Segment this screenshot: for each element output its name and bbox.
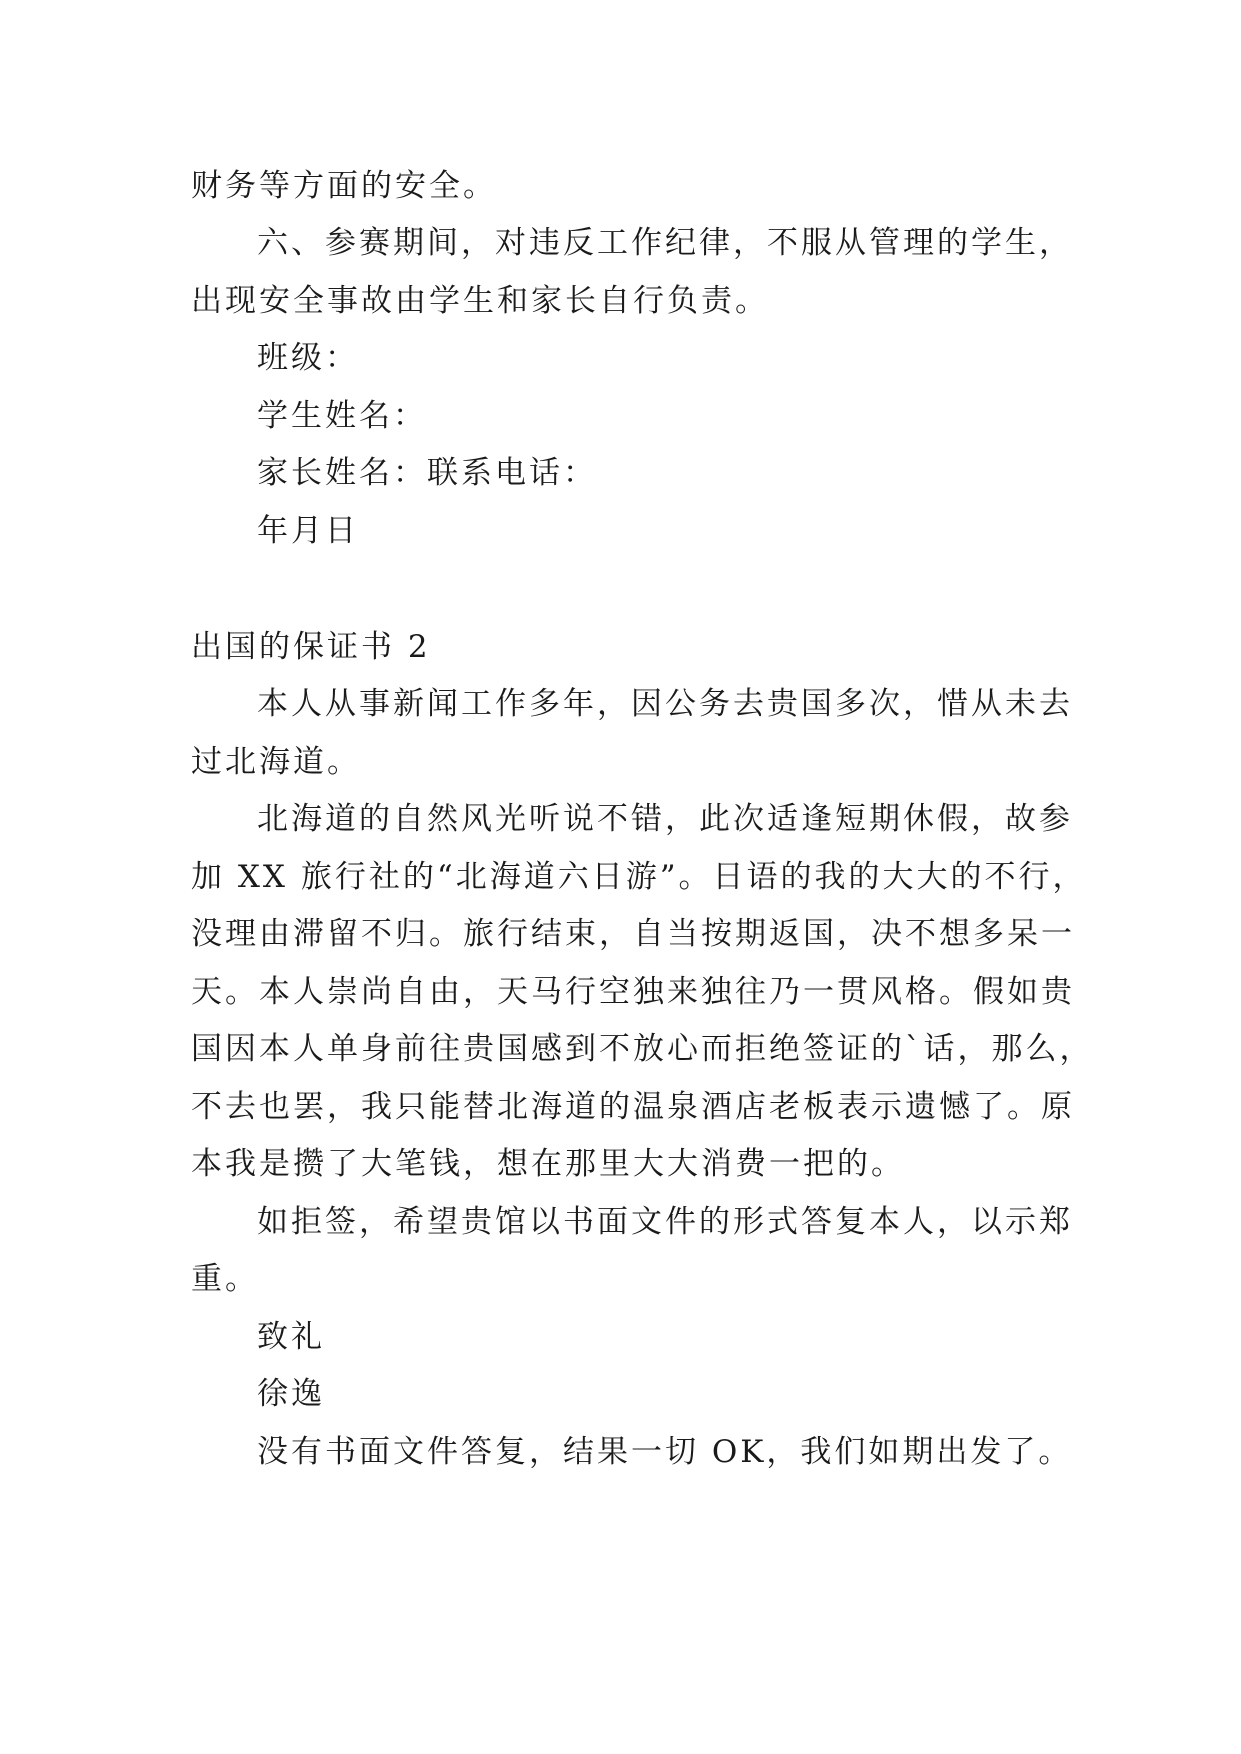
text-line: 没有书面文件答复，结果一切 OK，我们如期出发了。	[257, 1434, 1073, 1470]
text-line: 六、参赛期间，对违反工作纪律，不服从管理的学生，	[257, 225, 1073, 261]
text-line: 本人从事新闻工作多年，因公务去贵国多次，惜从未去	[257, 686, 1073, 722]
section-title: 出国的保证书 2	[191, 629, 431, 665]
text-line: 出现安全事故由学生和家长自行负责。	[191, 283, 769, 319]
text-line: 不去也罢，我只能替北海道的温泉酒店老板表示遗憾了。原	[191, 1089, 1075, 1125]
text-line: 财务等方面的安全。	[191, 168, 497, 204]
text-line: 国因本人单身前往贵国感到不放心而拒绝签证的`话，那么，	[191, 1031, 1094, 1067]
class-field-label: 班级：	[257, 340, 359, 376]
text-line: 重。	[191, 1261, 259, 1297]
text-line: 如拒签，希望贵馆以书面文件的形式答复本人，以示郑	[257, 1204, 1073, 1240]
text-line: 加 XX 旅行社的“北海道六日游”。日语的我的大大的不行，	[191, 859, 1087, 895]
text-line: 天。本人崇尚自由，天马行空独来独往乃一贯风格。假如贵	[191, 974, 1075, 1010]
closing-salutation: 致礼	[257, 1319, 325, 1355]
parent-contact-field-label: 家长姓名：联系电话：	[257, 455, 597, 491]
text-line: 没理由滞留不归。旅行结束，自当按期返国，决不想多呆一	[191, 916, 1075, 952]
student-name-field-label: 学生姓名：	[257, 398, 427, 434]
text-line: 过北海道。	[191, 744, 361, 780]
text-line: 北海道的自然风光听说不错，此次适逢短期休假，故参	[257, 801, 1073, 837]
text-line: 本我是攒了大笔钱，想在那里大大消费一把的。	[191, 1146, 905, 1182]
date-field-label: 年月日	[257, 513, 359, 549]
signature-name: 徐逸	[257, 1376, 325, 1412]
